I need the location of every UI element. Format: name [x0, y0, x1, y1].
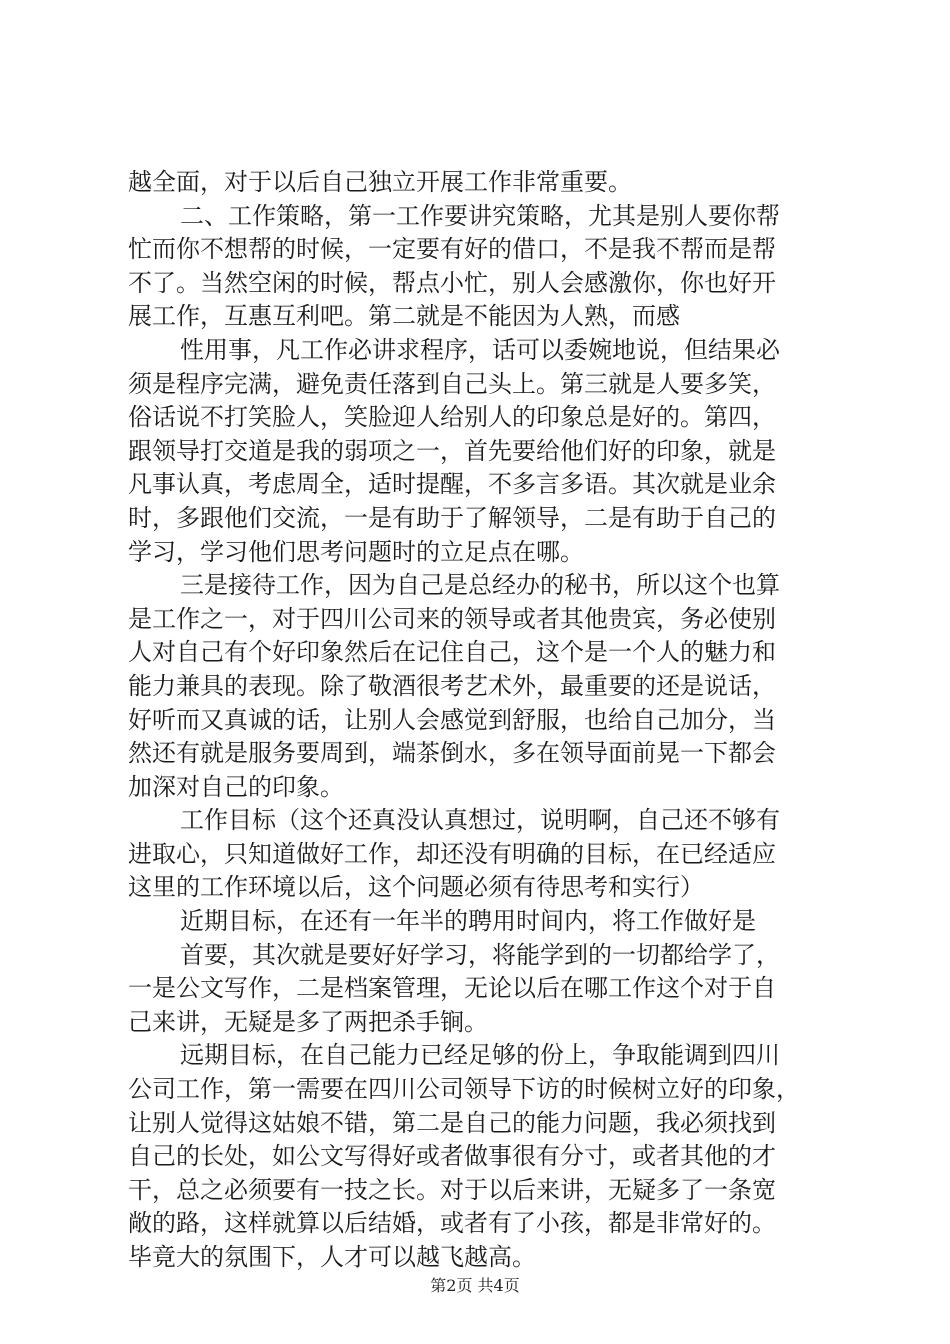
text-line: 凡事认真，考虑周全，适时提醒，不多言多语。其次就是业余	[128, 470, 776, 499]
page-footer: 第2页 共4页	[430, 1276, 520, 1295]
text-line: 性用事，凡工作必讲求程序，话可以委婉地说，但结果必	[180, 335, 780, 364]
text-line: 首要，其次就是要好好学习，将能学到的一切都给学了，	[180, 940, 780, 969]
text-line: 让别人觉得这姑娘不错，第二是自己的能力问题，我必须找到	[128, 1108, 776, 1137]
text-line: 公司工作，第一需要在四川公司领导下访的时候树立好的印象，	[128, 1075, 800, 1104]
text-line: 加深对自己的印象。	[128, 772, 344, 801]
text-line: 人对自己有个好印象然后在记住自己，这个是一个人的魅力和	[128, 638, 776, 667]
text-line: 俗话说不打笑脸人，笑脸迎人给别人的印象总是好的。第四，	[128, 403, 776, 432]
text-line: 二、工作策略，第一工作要讲究策略，尤其是别人要你帮	[180, 201, 780, 230]
text-line: 近期目标，在还有一年半的聘用时间内，将工作做好是	[180, 907, 756, 936]
text-line: 敞的路，这样就算以后结婚，或者有了小孩，都是非常好的。	[128, 1209, 776, 1238]
text-line: 跟领导打交道是我的弱项之一，首先要给他们好的印象，就是	[128, 436, 776, 465]
text-line: 展工作，互惠互利吧。第二就是不能因为人熟，而感	[128, 302, 680, 331]
text-line: 忙而你不想帮的时候，一定要有好的借口，不是我不帮而是帮	[128, 235, 776, 264]
text-line: 毕竟大的氛围下，人才可以越飞越高。	[128, 1243, 536, 1271]
text-line: 这里的工作环境以后，这个问题必须有待思考和实行）	[128, 873, 704, 902]
text-line: 是工作之一，对于四川公司来的领导或者其他贵宾，务必使别	[128, 604, 776, 633]
text-line: 不了。当然空闲的时候，帮点小忙，别人会感激你，你也好开	[128, 268, 776, 297]
text-line: 能力兼具的表现。除了敬酒很考艺术外，最重要的还是说话，	[128, 671, 776, 700]
text-line: 须是程序完满，避免责任落到自己头上。第三就是人要多笑，	[128, 369, 776, 398]
text-line: 远期目标，在自己能力已经足够的份上，争取能调到四川	[180, 1041, 780, 1070]
text-line: 己来讲，无疑是多了两把杀手锏。	[128, 1007, 488, 1036]
text-line: 好听而又真诚的话，让别人会感觉到舒服，也给自己加分，当	[128, 705, 776, 734]
text-line: 工作目标（这个还真没认真想过，说明啊，自己还不够有	[180, 806, 780, 835]
text-line: 时，多跟他们交流，一是有助于了解领导，二是有助于自己的	[128, 503, 776, 532]
text-line: 学习，学习他们思考问题时的立足点在哪。	[128, 537, 584, 566]
text-line: 三是接待工作，因为自己是总经办的秘书，所以这个也算	[180, 571, 780, 600]
text-line: 越全面，对于以后自己独立开展工作非常重要。	[128, 168, 632, 196]
text-line: 进取心，只知道做好工作，却还没有明确的目标，在已经适应	[128, 839, 776, 868]
document-body	[128, 166, 840, 1275]
text-line: 干，总之必须要有一技之长。对于以后来讲，无疑多了一条宽	[128, 1175, 776, 1204]
text-line: 然还有就是服务要周到，端茶倒水，多在领导面前晃一下都会	[128, 739, 776, 768]
text-line: 一是公文写作，二是档案管理，无论以后在哪工作这个对于自	[128, 974, 776, 1003]
text-line: 自己的长处，如公文写得好或者做事很有分寸，或者其他的才	[128, 1142, 776, 1171]
